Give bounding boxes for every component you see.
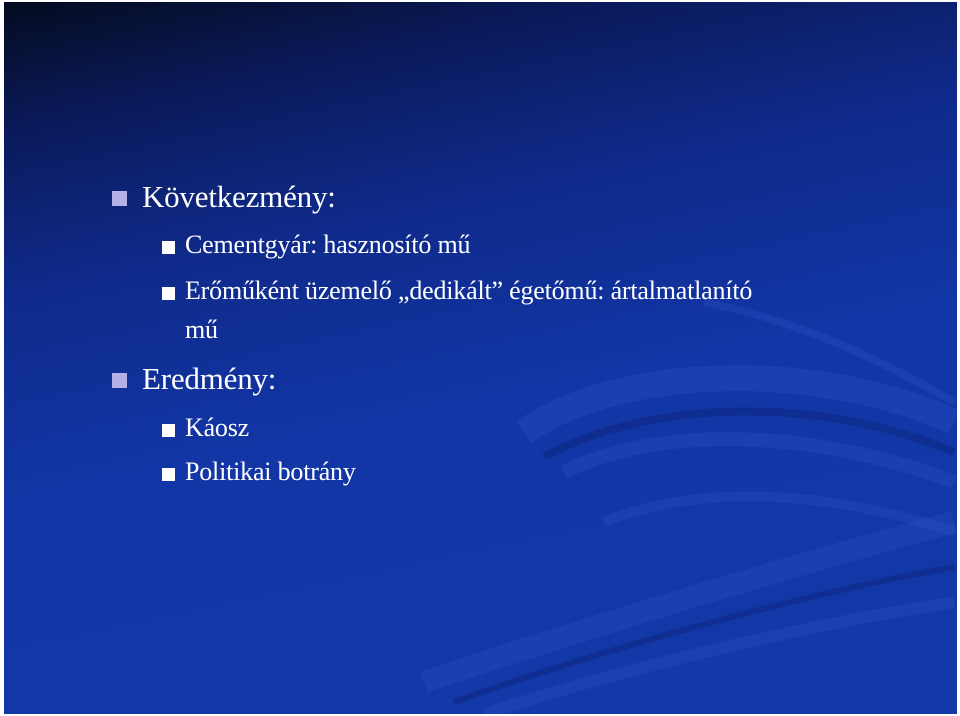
square-bullet-icon xyxy=(162,241,175,254)
square-bullet-icon xyxy=(112,373,127,388)
list-item-text: mű xyxy=(185,315,218,344)
slide-content xyxy=(4,2,957,714)
square-bullet-icon xyxy=(162,287,175,300)
heading-text: Következmény: xyxy=(142,179,336,214)
heading-text: Eredmény: xyxy=(142,361,277,396)
square-bullet-icon xyxy=(162,468,175,481)
slide xyxy=(4,2,957,714)
list-item-text: Erőműként üzemelő „dedikált” égetőmű: ártalmatlanító xyxy=(185,276,753,305)
square-bullet-icon xyxy=(112,191,127,206)
list-item-text: Káosz xyxy=(185,413,249,442)
list-item-text: Politikai botrány xyxy=(185,457,356,486)
list-item-text: Cementgyár: hasznosító mű xyxy=(185,230,471,259)
square-bullet-icon xyxy=(162,424,175,437)
